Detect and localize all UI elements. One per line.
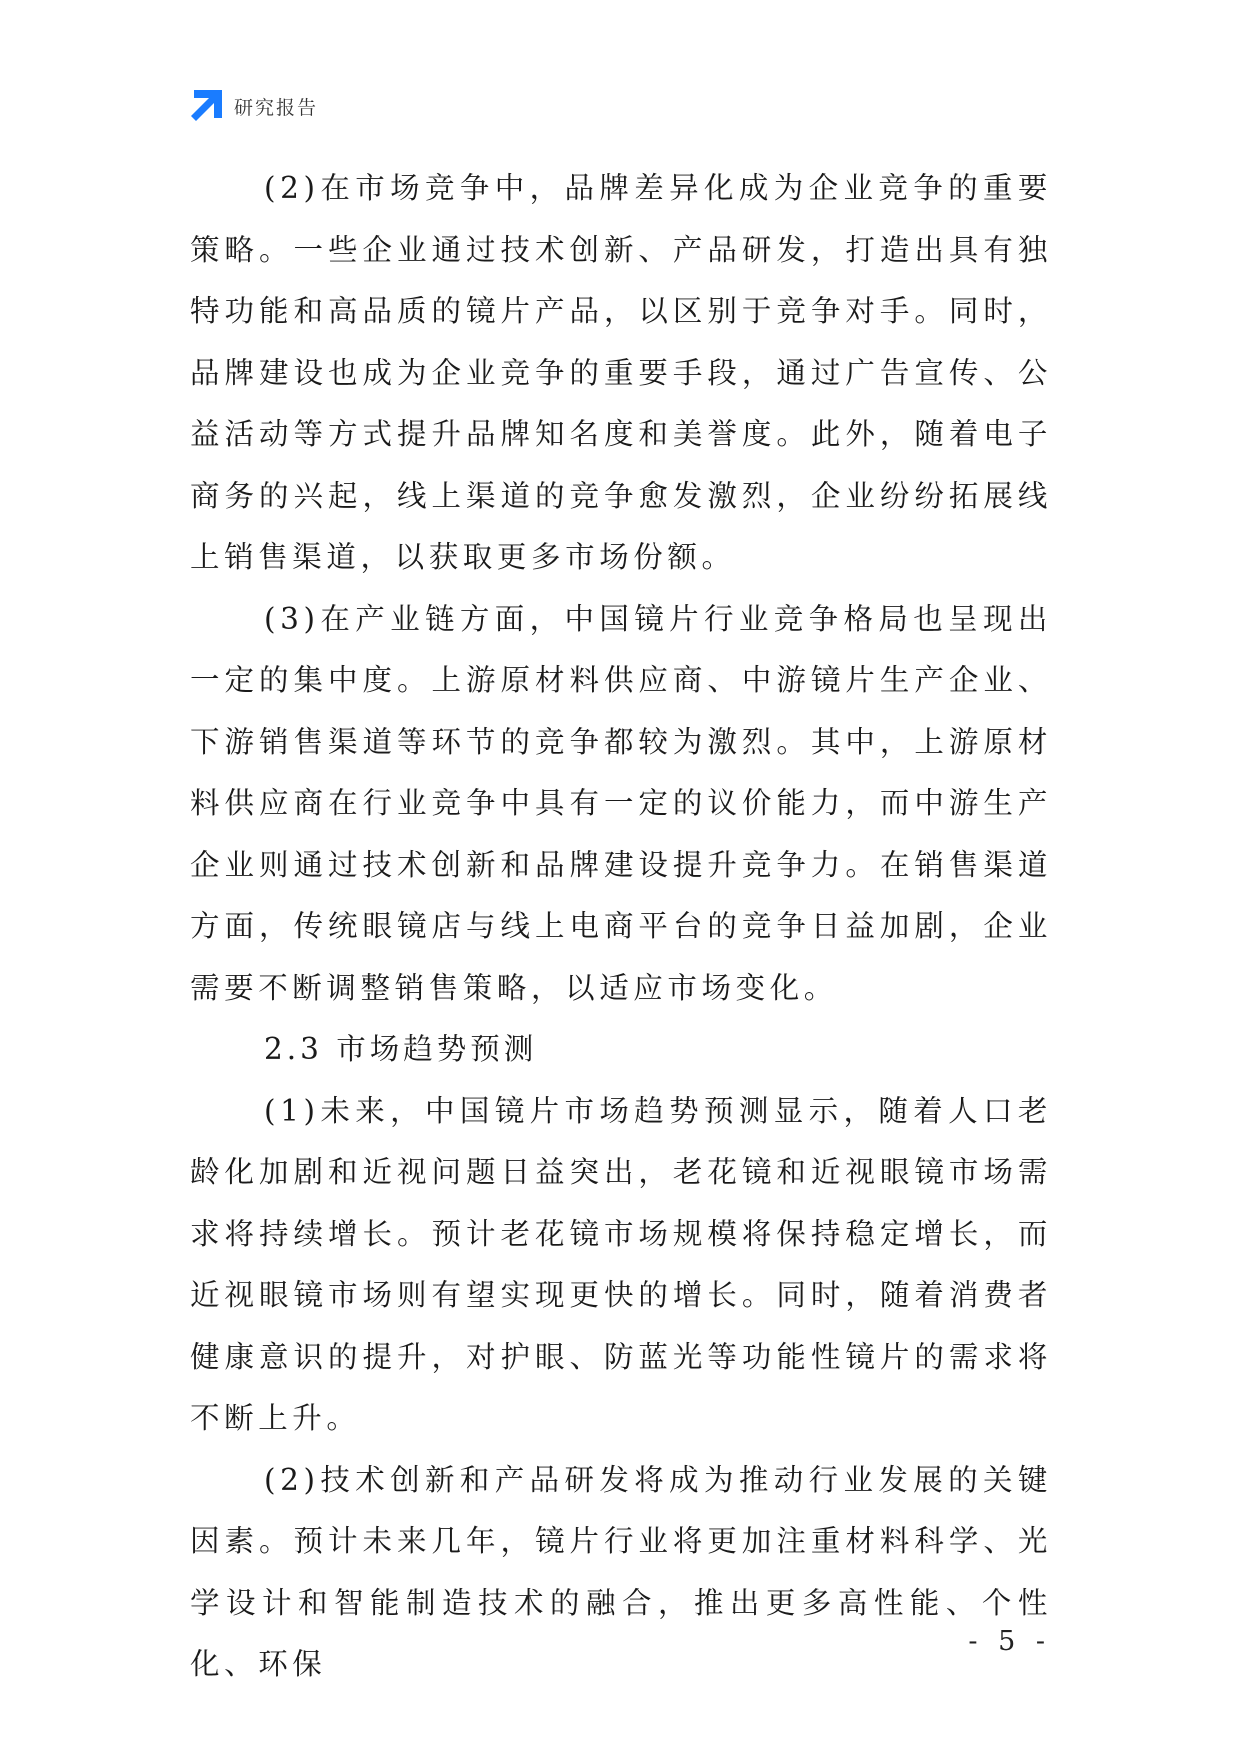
section-heading: 2.3 市场趋势预测	[264, 1032, 538, 1066]
document-body	[190, 158, 1052, 1696]
report-header	[188, 88, 318, 124]
paragraph-brand-competition: (2)在市场竞争中，品牌差异化成为企业竞争的重要策略。一些企业通过技术创新、产品研发，打造出具有独特功能和高品质的镜片产品，以区别于竞争对手。同时，品牌建设也成为企业竞争的重要手段，通过广告宣传、公益活动等方式提升品牌知名度和美誉度。此外，随着电子商务的兴起，线上渠道的竞争愈发激烈，企业纷纷拓展线上销售渠道，以获取更多市场份额。	[190, 171, 1052, 574]
arrow-up-right-icon	[188, 88, 224, 124]
paragraph-industry-chain: (3)在产业链方面，中国镜片行业竞争格局也呈现出一定的集中度。上游原材料供应商、中游镜片生产企业、下游销售渠道等环节的竞争都较为激烈。其中，上游原材料供应商在行业竞争中具有一定的议价能力，而中游生产企业则通过技术创新和品牌建设提升竞争力。在销售渠道方面，传统眼镜店与线上电商平台的竞争日益加剧，企业需要不断调整销售策略，以适应市场变化。	[190, 601, 1052, 1005]
header-title: 研究报告	[234, 96, 319, 119]
paragraph-market-trend: (1)未来，中国镜片市场趋势预测显示，随着人口老龄化加剧和近视问题日益突出，老花镜和近视眼镜市场需求将持续增长。预计老花镜市场规模将保持稳定增长，而近视眼镜市场则有望实现更快的增长。同时，随着消费者健康意识的提升，对护眼、防蓝光等功能性镜片的需求将不断上升。	[190, 1093, 1052, 1435]
paragraph-tech-innovation: (2)技术创新和产品研发将成为推动行业发展的关键因素。预计未来几年，镜片行业将更加注重材料科学、光学设计和智能制造技术的融合，推出更多高性能、个性化、环保	[190, 1462, 1052, 1681]
page-number: - 5 -	[968, 1626, 1051, 1657]
